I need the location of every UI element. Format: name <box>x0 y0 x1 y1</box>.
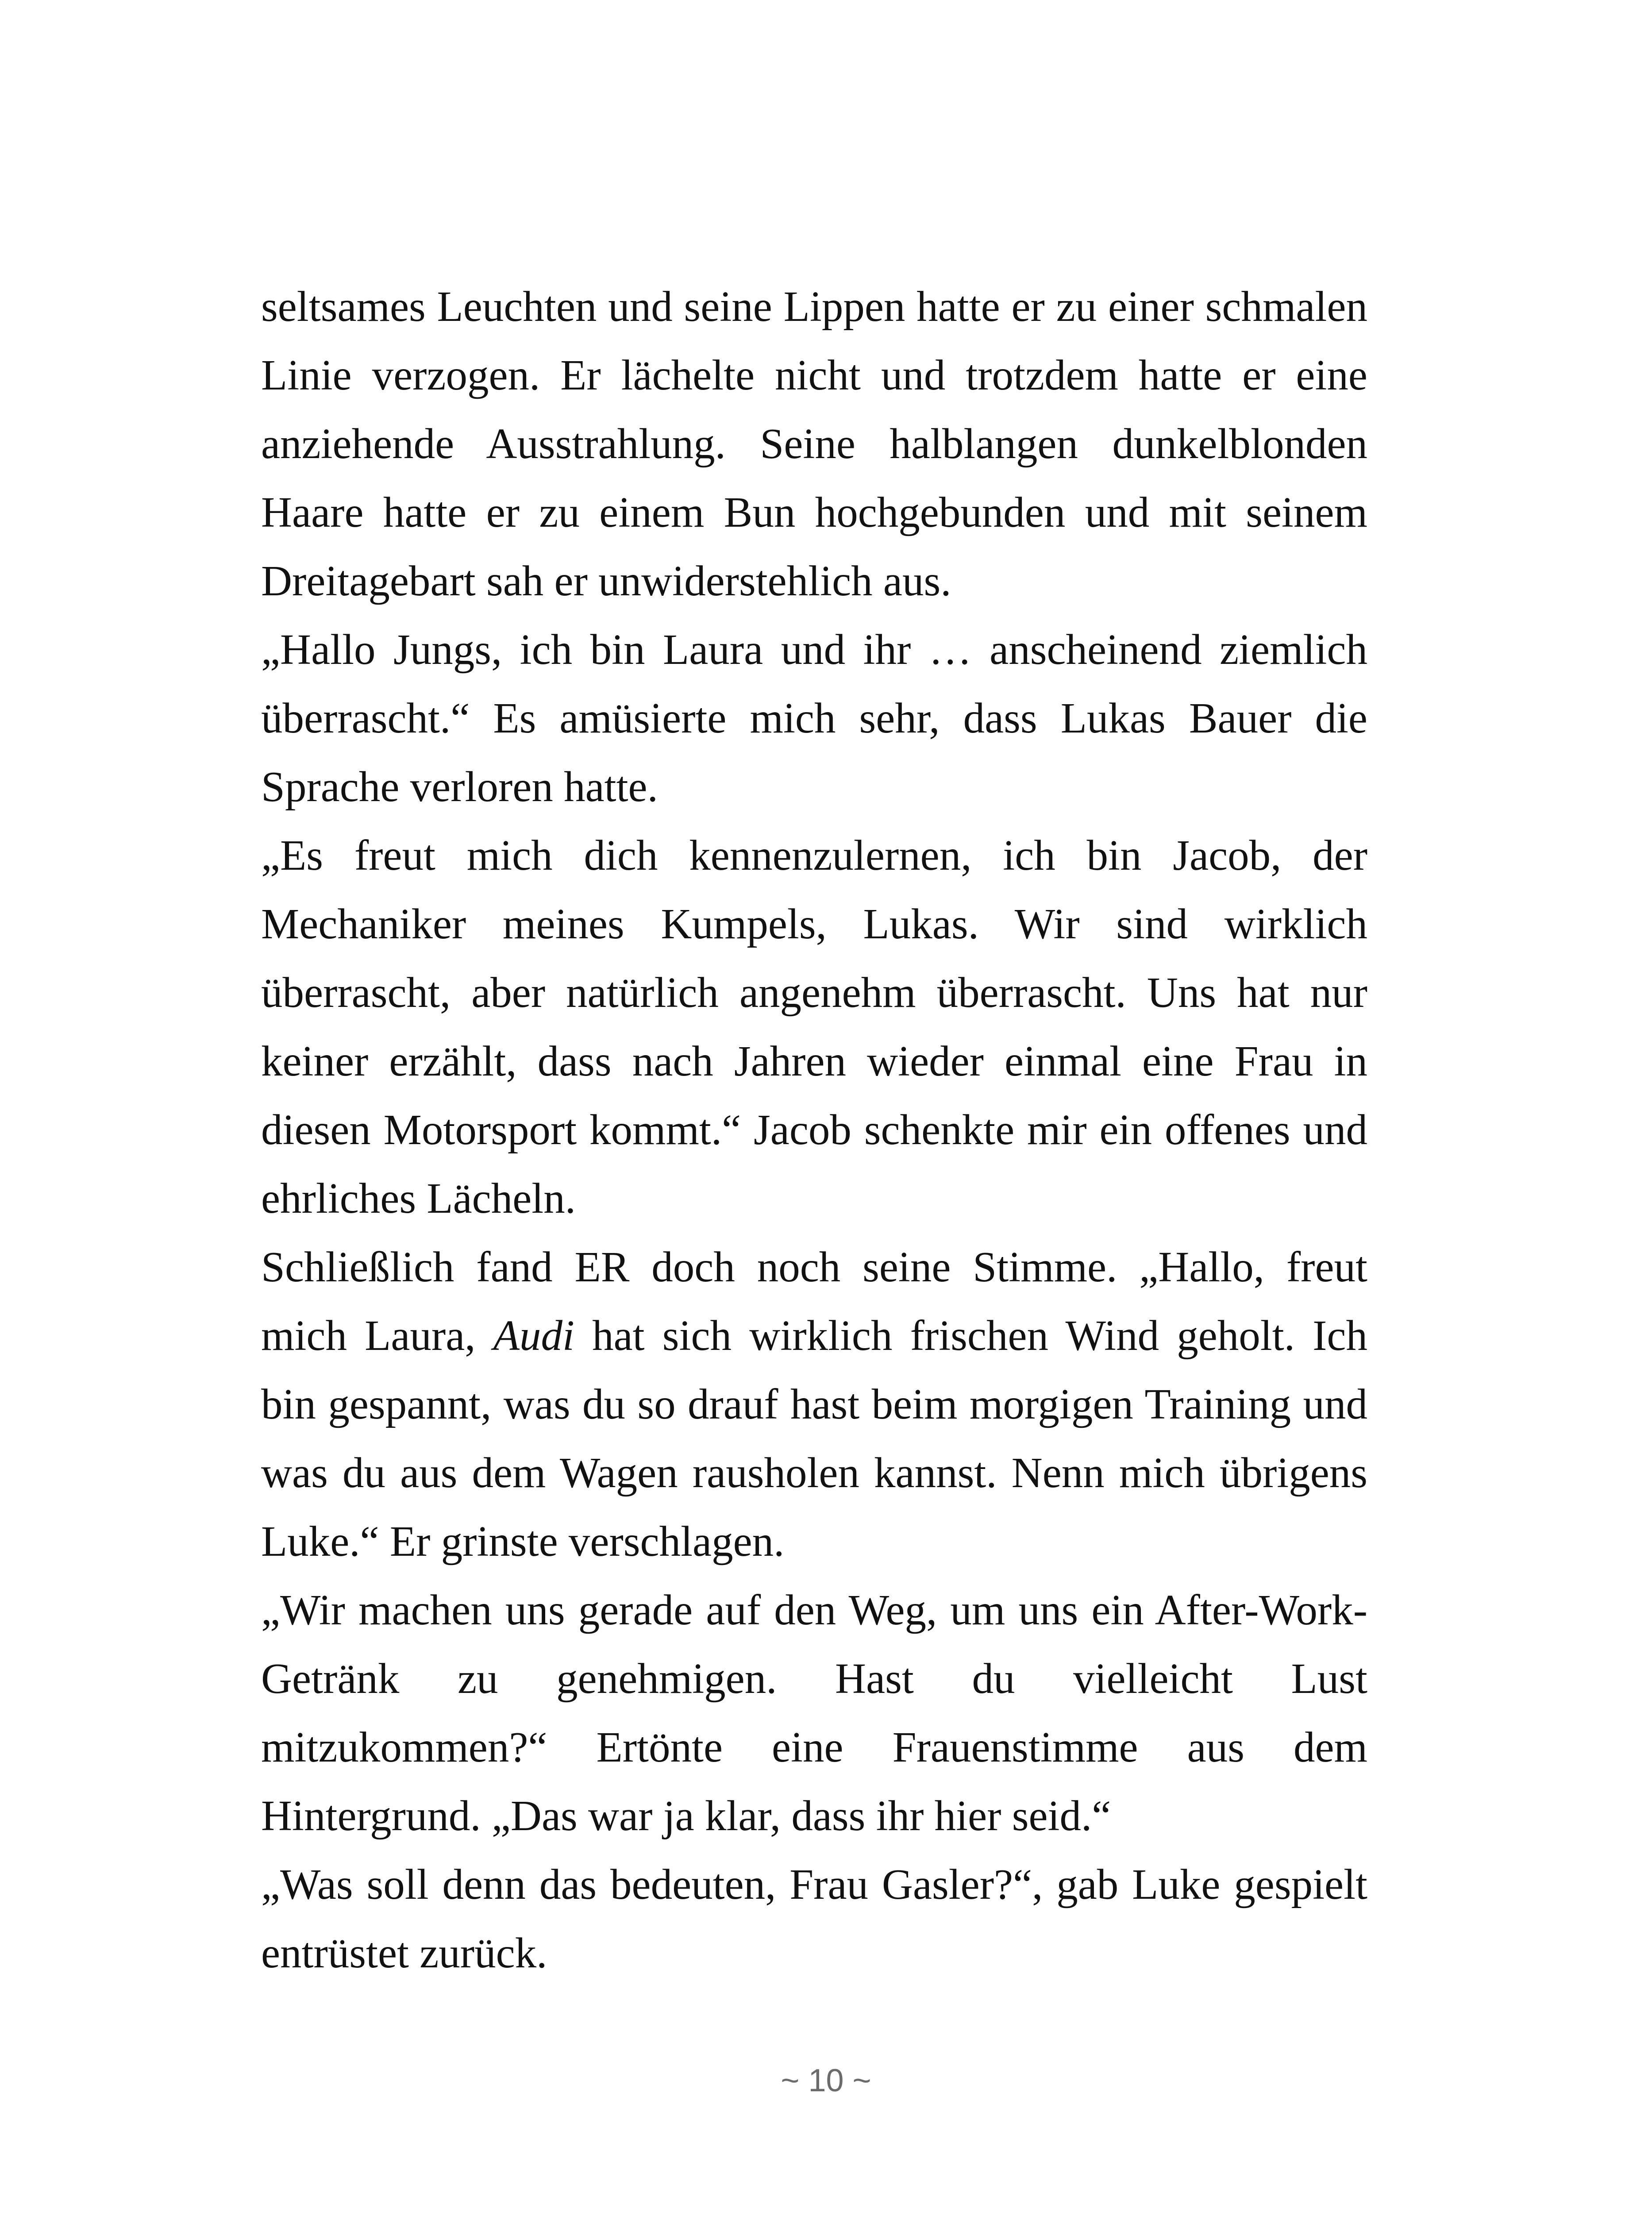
paragraph <box>261 821 1367 1233</box>
italic-brand-name: Audi <box>493 1312 574 1359</box>
paragraph-text: Schließlich fand ER doch noch seine Stimme. „Hallo, freut mich Laura, <box>261 1243 1367 1359</box>
paragraph-text: „Es freut mich dich kennenzulernen, ich bin Jacob, der Mechaniker meines Kumpels, Lukas. Wir sind wirklich überrascht, aber natürlich angenehm überrascht. Uns hat nur keiner erzählt, dass nach Jahren wieder einmal eine Frau in diesen Motorsport kommt.“ Jacob schenkte mir ein offenes und ehrliches Lächeln. <box>261 832 1367 1222</box>
paragraph <box>261 1850 1367 1987</box>
paragraph <box>261 272 1367 615</box>
paragraph <box>261 1576 1367 1850</box>
paragraph-text: „Hallo Jungs, ich bin Laura und ihr … anscheinend ziemlich überrascht.“ Es amüsierte mich sehr, dass Lukas Bauer die Sprache verloren hatte. <box>261 626 1367 810</box>
paragraph-text: seltsames Leuchten und seine Lippen hatte er zu einer schmalen Linie verzogen. Er lächelte nicht und trotzdem hatte er eine anziehende Ausstrahlung. Seine halblangen dunkelblonden Haare hatte er zu einem Bun hochgebunden und mit seinem Dreitagebart sah er unwiderstehlich aus. <box>261 283 1367 605</box>
paragraph <box>261 615 1367 821</box>
paragraph-text: „Was soll denn das bedeuten, Frau Gasler?“, gab Luke gespielt entrüstet zurück. <box>261 1861 1367 1977</box>
paragraph <box>261 1233 1367 1576</box>
paragraph-text: hat sich wirklich frischen Wind geholt. Ich bin gespannt, was du so drauf hast beim morgigen Training und was du aus dem Wagen rausholen kannst. Nenn mich übrigens Luke.“ Er grinste verschlagen. <box>261 1312 1367 1565</box>
paragraph-text: „Wir machen uns gerade auf den Weg, um uns ein After-Work-Getränk zu genehmigen. Hast du vielleicht Lust mitzukommen?“ Ertönte eine Frauenstimme aus dem Hintergrund. „Das war ja klar, dass ihr hier seid.“ <box>261 1586 1367 1839</box>
page-number: ~ 10 ~ <box>781 2063 871 2098</box>
body-text <box>261 272 1367 1987</box>
